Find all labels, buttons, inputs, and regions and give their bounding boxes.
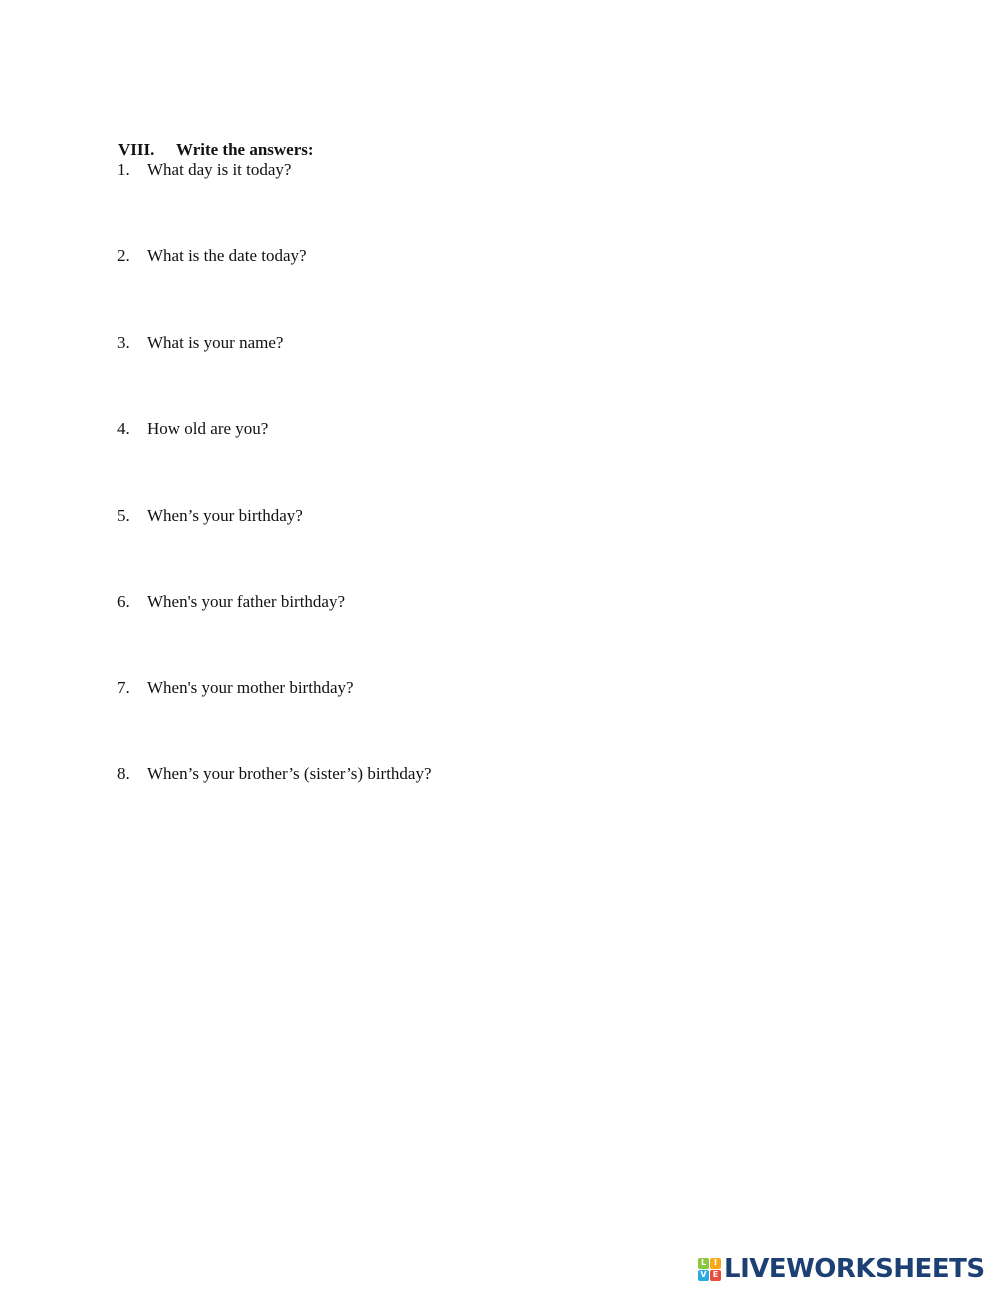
question-text: When's your mother birthday? <box>147 678 354 697</box>
question-text: How old are you? <box>147 419 269 438</box>
question-number: 5. <box>117 506 130 525</box>
badge-letter-v: V <box>698 1270 709 1281</box>
question-text: When’s your birthday? <box>147 506 303 525</box>
badge-letter-e: E <box>710 1270 721 1281</box>
section-heading <box>118 140 314 160</box>
section-title: Write the answers: <box>176 140 314 159</box>
question-text: What is your name? <box>147 333 284 352</box>
badge-letter-i: I <box>710 1258 721 1269</box>
section-numeral: VIII. <box>118 140 155 159</box>
question-number: 3. <box>117 333 130 352</box>
question-text: When's your father birthday? <box>147 592 346 611</box>
question-3 <box>117 333 283 353</box>
question-1 <box>117 160 291 180</box>
question-number: 1. <box>117 160 130 179</box>
question-8 <box>117 764 432 784</box>
question-6 <box>117 592 345 612</box>
question-number: 6. <box>117 592 130 611</box>
question-number: 4. <box>117 419 130 438</box>
question-text: What day is it today? <box>147 160 292 179</box>
badge-letter-l: L <box>698 1258 709 1269</box>
question-number: 8. <box>117 764 130 783</box>
brand-name: LIVEWORKSHEETS <box>724 1254 985 1284</box>
question-number: 7. <box>117 678 130 697</box>
live-badge-icon <box>698 1258 721 1281</box>
question-text: When’s your brother’s (sister’s) birthday? <box>147 764 432 783</box>
question-number: 2. <box>117 246 130 265</box>
question-4 <box>117 419 268 439</box>
question-2 <box>117 246 307 266</box>
question-7 <box>117 678 354 698</box>
liveworksheets-logo[interactable] <box>698 1254 985 1284</box>
question-5 <box>117 506 303 526</box>
question-text: What is the date today? <box>147 246 307 265</box>
